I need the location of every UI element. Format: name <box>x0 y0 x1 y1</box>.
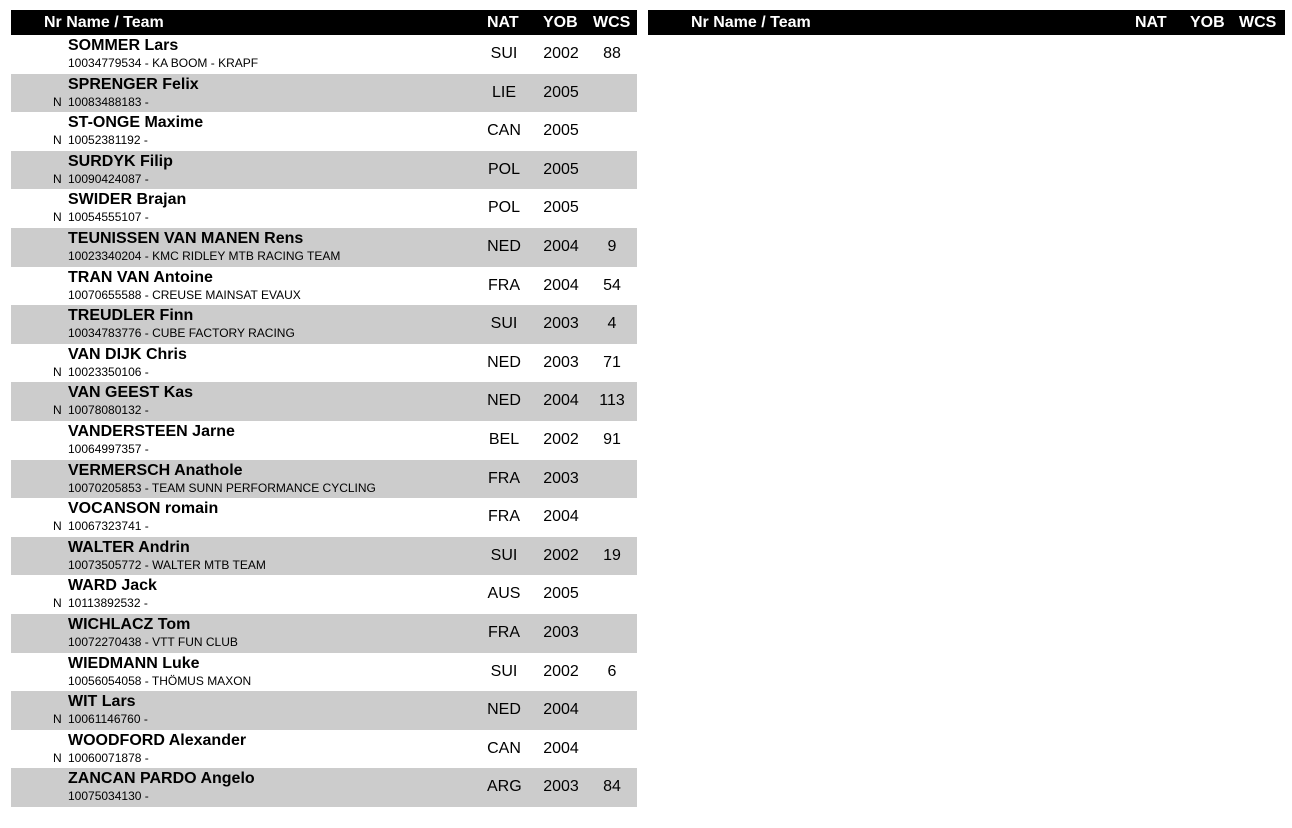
rider-row <box>11 730 637 769</box>
rider-flag: N <box>53 403 62 418</box>
rider-yob: 2002 <box>543 662 579 680</box>
rider-name: WIT Lars <box>68 693 136 711</box>
rider-row <box>11 614 637 653</box>
rider-uci-team: 10113892532 - <box>68 596 148 611</box>
rider-yob: 2003 <box>543 315 579 333</box>
rider-yob: 2005 <box>543 83 579 101</box>
rider-uci-team: 10061146760 - <box>68 712 148 727</box>
rider-nat: NED <box>487 237 521 255</box>
rider-name: TREUDLER Finn <box>68 307 194 325</box>
rider-row <box>11 305 637 344</box>
rider-yob: 2005 <box>543 160 579 178</box>
rider-nat: AUS <box>487 585 521 603</box>
rider-wcs: 88 <box>603 45 621 62</box>
rider-wcs: 9 <box>607 237 617 255</box>
rider-yob: 2004 <box>543 392 579 410</box>
rider-yob: 2003 <box>543 778 579 796</box>
rider-wcs: 6 <box>607 662 617 680</box>
rider-row <box>11 189 637 228</box>
rider-name: VERMERSCH Anathole <box>68 461 243 479</box>
rider-yob: 2005 <box>543 122 579 140</box>
rider-uci-team: 10070205853 - TEAM SUNN PERFORMANCE CYCLING <box>68 480 376 495</box>
rider-name: VAN GEEST Kas <box>68 384 194 402</box>
rider-nat: FRA <box>488 469 520 487</box>
rider-name: WICHLACZ Tom <box>68 615 191 633</box>
rider-name: SURDYK Filip <box>68 152 173 170</box>
rider-yob: 2004 <box>543 276 579 294</box>
rider-yob: 2005 <box>543 585 579 603</box>
left-table-header <box>11 10 637 35</box>
rider-row <box>11 267 637 306</box>
rider-name: WARD Jack <box>68 577 157 595</box>
rider-uci-team: 10083488183 - <box>68 94 149 109</box>
rider-flag: N <box>53 133 62 148</box>
header-yob: YOB <box>1190 14 1225 31</box>
rider-row <box>11 575 637 614</box>
rider-list <box>11 35 637 807</box>
rider-uci-team: 10056054058 - THÖMUS MAXON <box>68 673 252 688</box>
rider-name: ZANCAN PARDO Angelo <box>68 770 255 788</box>
rider-row <box>11 421 637 460</box>
rider-wcs: 4 <box>607 315 617 333</box>
rider-yob: 2003 <box>543 353 579 371</box>
rider-row <box>11 112 637 151</box>
header-wcs: WCS <box>593 14 631 31</box>
header-nat: NAT <box>1135 14 1167 31</box>
rider-row <box>11 498 637 537</box>
rider-uci-team: 10072270438 - VTT FUN CLUB <box>68 634 238 649</box>
rider-name: WALTER Andrin <box>68 538 190 556</box>
rider-row <box>11 151 637 190</box>
rider-uci-team: 10064997357 - <box>68 441 149 456</box>
right-table-header <box>648 10 1285 35</box>
rider-name: VANDERSTEEN Jarne <box>68 422 235 440</box>
rider-nat: FRA <box>488 276 520 294</box>
rider-name: TEUNISSEN VAN MANEN Rens <box>68 229 304 247</box>
rider-yob: 2003 <box>543 469 579 487</box>
rider-row <box>11 537 637 576</box>
rider-nat: ARG <box>487 778 522 796</box>
rider-flag: N <box>53 171 62 186</box>
rider-nat: SUI <box>490 315 518 333</box>
rider-name: WOODFORD Alexander <box>68 731 247 749</box>
rider-flag: N <box>53 364 62 379</box>
rider-nat: NED <box>487 701 521 719</box>
rider-uci-team: 10052381192 - <box>68 133 148 148</box>
rider-wcs: 91 <box>603 430 621 448</box>
header-wcs: WCS <box>1239 14 1277 31</box>
header-nr-name: Nr Name / Team <box>691 14 811 31</box>
rider-uci-team: 10023340204 - KMC RIDLEY MTB RACING TEAM <box>68 248 341 263</box>
header-yob: YOB <box>543 14 578 31</box>
rider-nat: LIE <box>491 83 516 101</box>
rider-yob: 2004 <box>543 739 579 757</box>
rider-yob: 2002 <box>543 45 579 62</box>
rider-nat: SUI <box>490 546 518 564</box>
rider-wcs: 19 <box>603 546 621 564</box>
rider-wcs: 71 <box>603 353 621 371</box>
rider-row <box>11 228 637 267</box>
rider-row <box>11 35 637 74</box>
rider-uci-team: 10075034130 - <box>68 789 149 804</box>
rider-row <box>11 460 637 499</box>
rider-flag: N <box>53 210 62 225</box>
rider-yob: 2002 <box>543 546 579 564</box>
rider-name: ST-ONGE Maxime <box>68 114 204 132</box>
right-column <box>648 10 1285 35</box>
rider-uci-team: 10054555107 - <box>68 210 149 225</box>
rider-row <box>11 653 637 692</box>
rider-yob: 2002 <box>543 430 579 448</box>
rider-wcs: 84 <box>603 778 621 796</box>
header-nat: NAT <box>487 14 519 31</box>
rider-name: WIEDMANN Luke <box>68 654 200 672</box>
rider-flag: N <box>53 94 62 109</box>
rider-row <box>11 691 637 730</box>
header-nr-name: Nr Name / Team <box>44 14 164 31</box>
rider-uci-team: 10034779534 - KA BOOM - KRAPF <box>68 56 259 70</box>
rider-nat: NED <box>487 353 521 371</box>
rider-uci-team: 10023350106 - <box>68 364 149 379</box>
rider-nat: FRA <box>488 508 520 526</box>
rider-name: TRAN VAN Antoine <box>68 268 213 286</box>
rider-yob: 2004 <box>543 508 579 526</box>
rider-uci-team: 10090424087 - <box>68 171 149 186</box>
rider-nat: NED <box>487 392 521 410</box>
rider-uci-team: 10073505772 - WALTER MTB TEAM <box>68 557 266 572</box>
rider-flag: N <box>53 519 62 534</box>
rider-nat: SUI <box>490 662 518 680</box>
rider-name: SPRENGER Felix <box>68 75 199 93</box>
rider-name: SWIDER Brajan <box>68 191 187 209</box>
left-column <box>11 10 637 807</box>
rider-uci-team: 10034783776 - CUBE FACTORY RACING <box>68 326 295 341</box>
rider-yob: 2004 <box>543 237 579 255</box>
rider-uci-team: 10060071878 - <box>68 750 149 765</box>
rider-name: VOCANSON romain <box>68 500 219 518</box>
rider-yob: 2005 <box>543 199 579 217</box>
rider-nat: BEL <box>488 430 520 448</box>
rider-nat: CAN <box>487 739 521 757</box>
rider-name: SOMMER Lars <box>68 37 179 54</box>
rider-nat: FRA <box>488 623 520 641</box>
rider-row <box>11 74 637 113</box>
rider-uci-team: 10067323741 - <box>68 519 149 534</box>
rider-row <box>11 768 637 807</box>
rider-yob: 2003 <box>543 623 579 641</box>
rider-nat: SUI <box>490 45 518 62</box>
rider-yob: 2004 <box>543 701 579 719</box>
rider-flag: N <box>53 750 62 765</box>
rider-wcs: 113 <box>599 392 625 410</box>
rider-nat: POL <box>487 199 520 217</box>
rider-uci-team: 10078080132 - <box>68 403 149 418</box>
rider-nat: CAN <box>487 122 521 140</box>
rider-uci-team: 10070655588 - CREUSE MAINSAT EVAUX <box>68 287 301 302</box>
rider-flag: N <box>53 712 62 727</box>
rider-flag: N <box>53 596 62 611</box>
rider-row <box>11 344 637 383</box>
rider-row <box>11 382 637 421</box>
rider-wcs: 54 <box>603 276 621 294</box>
rider-name: VAN DIJK Chris <box>68 345 187 363</box>
rider-nat: POL <box>487 160 520 178</box>
